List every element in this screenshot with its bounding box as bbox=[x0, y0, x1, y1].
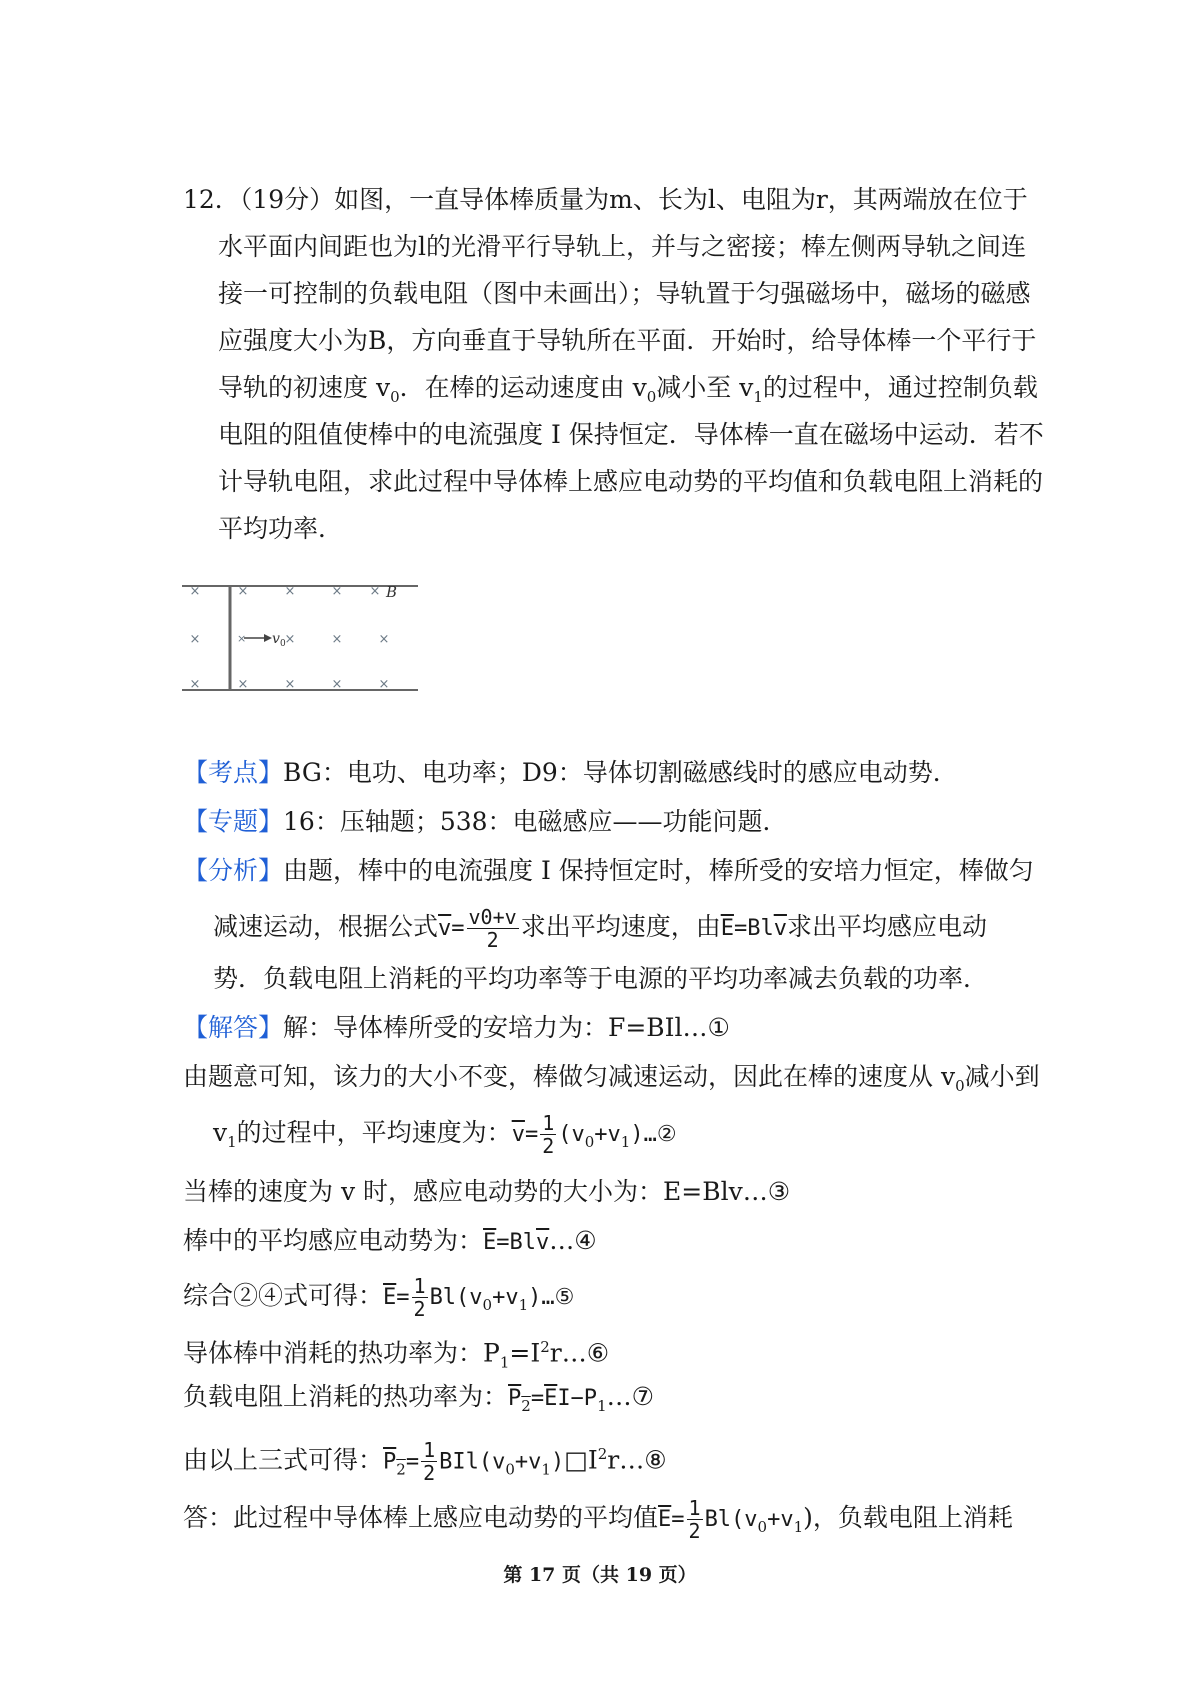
problem-line-7: 计导轨电阻，求此过程中导体棒上感应电动势的平均值和负载电阻上消耗的 bbox=[218, 467, 1044, 496]
problem-line-6: 电阻的阻值使棒中的电流强度 I 保持恒定．导体棒一直在磁场中运动．若不 bbox=[218, 420, 1044, 449]
jieda-line-1: 【解答】解：导体棒所受的安培力为：F=BIl…① bbox=[183, 1013, 730, 1042]
velocity-label-sub: 0 bbox=[280, 639, 286, 649]
fenxi-line-2: 减速运动，根据公式$\overline{v}=$ $\frac{v0+v}{2}$ 求出平均速度，由$\overline{E}=Bl\overline{v}$求出平均感应电动 bbox=[213, 905, 987, 952]
fenxi-line-3: 势．负载电阻上消耗的平均功率等于电源的平均功率减去负载的功率． bbox=[213, 964, 989, 993]
field-mark: × bbox=[331, 677, 343, 692]
field-mark: × bbox=[284, 584, 296, 599]
jieda-line-7: 导体棒中消耗的热功率为：$P_1=I^2r\dots ⑥$ bbox=[183, 1338, 610, 1372]
jieda-line-4: 当棒的速度为 v 时，感应电动势的大小为：E=Blv…③ bbox=[183, 1177, 791, 1206]
fraction: $\frac{1}{2}$ bbox=[688, 1496, 701, 1543]
field-mark: × bbox=[189, 632, 201, 647]
arrow-head-icon bbox=[264, 634, 272, 642]
field-mark: × bbox=[189, 677, 201, 692]
jieda-line-8: 负载电阻上消耗的热功率为：$\overline{P}_2=\overline{E}I-P_1\dots ⑦$ bbox=[183, 1382, 655, 1415]
kaodian-line: 【考点】BG：电功、电功率；D9：导体切割磁感线时的感应电动势． bbox=[183, 758, 958, 787]
fraction: $\frac{v0+v}{2}$ bbox=[468, 905, 517, 952]
field-mark: × bbox=[378, 677, 390, 692]
field-mark: × bbox=[369, 584, 381, 599]
field-mark: × bbox=[331, 632, 343, 647]
problem-line-3: 接一可控制的负载电阻（图中未画出）；导轨置于匀强磁场中，磁场的磁感 bbox=[218, 279, 1031, 308]
field-mark: × bbox=[237, 584, 249, 599]
field-mark: × bbox=[284, 677, 296, 692]
field-mark: × bbox=[237, 632, 247, 645]
field-mark: × bbox=[237, 677, 249, 692]
field-mark: × bbox=[378, 632, 390, 647]
problem-line-1: 12．（19分）如图，一直导体棒质量为m、长为l、电阻为r，其两端放在位于 bbox=[183, 185, 1028, 214]
rail-magnetic-field-figure bbox=[180, 578, 420, 698]
zhuanti-line: 【专题】16：压轴题；538：电磁感应——功能问题． bbox=[183, 807, 788, 836]
problem-line-5: 导轨的初速度 $v_0$．在棒的运动速度由 $v_0$减小至 $v_1$的过程中，通过控制负载 bbox=[218, 373, 1038, 406]
fenxi-line-1: 【分析】由题，棒中的电流强度 I 保持恒定时，棒所受的安培力恒定，棒做匀 bbox=[183, 856, 1034, 885]
problem-line-4: 应强度大小为B，方向垂直于导轨所在平面．开始时，给导体棒一个平行于 bbox=[218, 326, 1037, 355]
field-mark: × bbox=[284, 632, 296, 647]
jieda-line-10: 答：此过程中导体棒上感应电动势的平均值$\overline{E}=$ $\frac{1}{2}$ $Bl(v_0+v_1)$，负载电阻上消耗 bbox=[183, 1496, 1013, 1543]
fenxi-tag: 【分析】 bbox=[183, 856, 284, 885]
problem-line-8: 平均功率． bbox=[218, 514, 344, 543]
jieda-line-9: 由以上三式可得：$\overline{P}_2=$ $\frac{1}{2}$ $BIl(v_0+v_1)□I^2r\dots ⑧$ bbox=[183, 1438, 667, 1486]
problem-line-2: 水平面内间距也为l的光滑平行导轨上，并与之密接；棒左侧两导轨之间连 bbox=[218, 232, 1026, 261]
fraction: $\frac{1}{2}$ bbox=[542, 1111, 555, 1158]
field-label-B: B bbox=[386, 583, 398, 601]
page-footer: 第 17 页（共 19 页） bbox=[503, 1564, 697, 1586]
fraction: $\frac{1}{2}$ bbox=[423, 1438, 436, 1486]
jieda-line-2: 由题意可知，该力的大小不变，棒做匀减速运动，因此在棒的速度从 $v_0$减小到 bbox=[183, 1062, 1040, 1095]
fraction: $\frac{1}{2}$ bbox=[413, 1274, 426, 1321]
jieda-line-3: $v_1$的过程中，平均速度为：$\overline{v}=$ $\frac{1}{2}$ $(v_0+v_1)\dots ②$ bbox=[213, 1111, 677, 1158]
jieda-line-5: 棒中的平均感应电动势为：$\overline{E}=Bl\overline{v}\dots ④$ bbox=[183, 1226, 597, 1255]
kaodian-tag: 【考点】 bbox=[183, 758, 284, 787]
field-mark: × bbox=[189, 584, 201, 599]
jieda-tag: 【解答】 bbox=[183, 1013, 284, 1042]
field-mark: × bbox=[331, 584, 343, 599]
jieda-line-6: 综合②④式可得：$\overline{E}=$ $\frac{1}{2}$ $Bl(v_0+v_1)\dots ⑤$ bbox=[183, 1274, 575, 1321]
velocity-label: v bbox=[272, 631, 280, 647]
zhuanti-tag: 【专题】 bbox=[183, 807, 284, 836]
